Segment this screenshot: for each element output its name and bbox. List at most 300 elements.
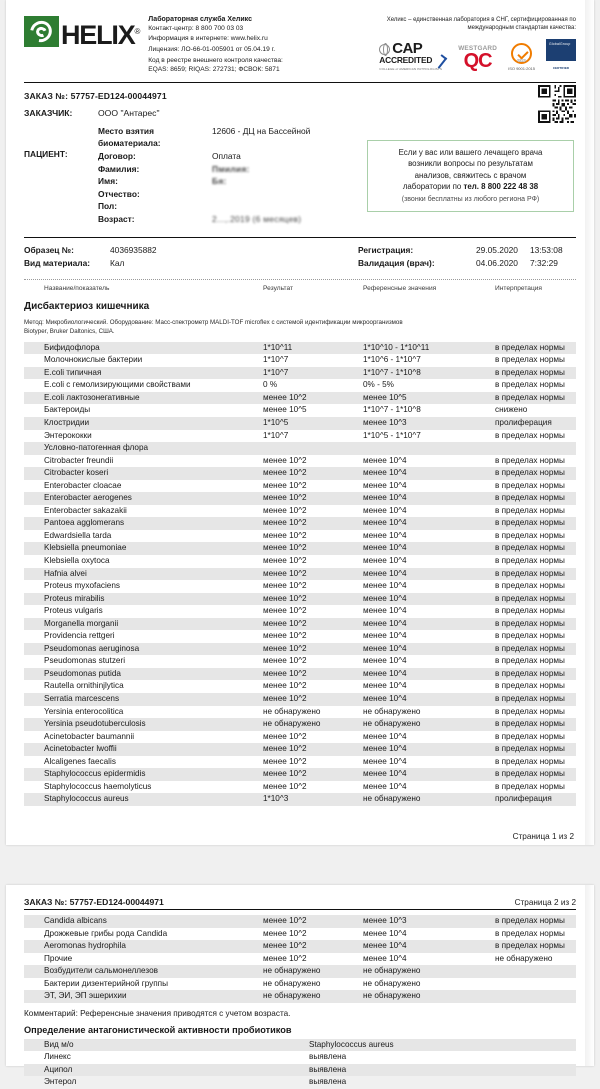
cell-result: менее 10^2 [263, 643, 307, 653]
validation-time: 7:32:29 [530, 257, 558, 268]
cell-reference: менее 10^4 [363, 556, 407, 566]
cell-interpretation: пролиферация [495, 794, 552, 804]
report-page-1 [6, 0, 594, 845]
cell-interpretation: в пределах нормы [495, 606, 565, 616]
cell-result: 0 % [263, 380, 278, 390]
page-2-header [18, 897, 582, 907]
lab-name: Лабораторная служба Хеликс [148, 16, 252, 23]
page-2-order-line [24, 897, 164, 907]
cell-reference: менее 10^4 [363, 493, 407, 503]
lab-website[interactable]: Информация в интернете: www.helix.ru [148, 34, 268, 42]
probiotic-name: Линекс [44, 1052, 71, 1062]
table-row [24, 580, 576, 593]
qc-label: QC [463, 49, 492, 72]
cell-name: Enterobacter cloacae [44, 480, 122, 490]
cell-reference: менее 10^5 [363, 392, 407, 402]
cell-interpretation: в пределах нормы [495, 744, 565, 754]
table-row [24, 367, 576, 380]
cell-reference: менее 10^4 [363, 781, 407, 791]
cell-result: 1*10^3 [263, 794, 289, 804]
cell-result: не обнаружено [263, 978, 321, 988]
helix-logo [24, 14, 139, 51]
report-page-2 [6, 885, 594, 1087]
cell-result: 1*10^11 [263, 342, 293, 352]
table-row [24, 978, 576, 991]
table-row [24, 455, 576, 468]
cell-name: Morganella morganii [44, 618, 119, 628]
cell-name: Дрожжевые грибы рода Candida [44, 928, 168, 938]
table-row [24, 718, 576, 731]
cell-reference: менее 10^4 [363, 928, 407, 938]
iso-caption: ISO 9001:2015 [508, 65, 535, 71]
sample-number-value: 4036935882 [110, 244, 157, 255]
field-age [98, 213, 576, 226]
certification-statement: Хеликс – единственная лаборатория в СНГ, сертифицированная по международным стандартам качества: [386, 17, 576, 32]
table-row [24, 404, 576, 417]
global-cert-mark-icon [546, 39, 576, 61]
lab-qc-registry-codes: EQAS: 8659; RIQAS: 272731; ФСВОК: 5871 [148, 66, 280, 74]
results-table-page-2 [18, 915, 582, 1003]
test-method [18, 312, 582, 337]
cell-result: 1*10^7 [263, 355, 289, 365]
cap-accredited-badge [379, 42, 447, 71]
cap-label: CAP [392, 40, 423, 58]
qr-code[interactable] [538, 85, 576, 123]
cell-result: менее 10^2 [263, 756, 307, 766]
cell-interpretation: в пределах нормы [495, 455, 565, 465]
sample-info [18, 238, 582, 270]
cell-result: не обнаружено [263, 991, 321, 1001]
field-surname [98, 163, 576, 176]
cell-interpretation: в пределах нормы [495, 568, 565, 578]
registration-date: 29.05.2020 [476, 244, 518, 255]
cell-reference: менее 10^4 [363, 681, 407, 691]
probiotic-name: Аципол [44, 1064, 73, 1074]
cell-name: Klebsiella pneumoniae [44, 543, 127, 553]
cap-globe-icon [379, 44, 390, 55]
cell-result: менее 10^2 [263, 781, 307, 791]
column-header-result: Результат [263, 284, 293, 292]
cell-reference: 1*10^5 - 1*10^7 [363, 430, 421, 440]
cell-reference: 1*10^10 - 1*10^11 [363, 342, 430, 352]
cell-name: Клостридии [44, 418, 90, 427]
cell-result: менее 10^2 [263, 568, 307, 578]
table-row [24, 517, 576, 530]
cell-result: менее 10^2 [263, 530, 307, 540]
table-row [24, 618, 576, 631]
cell-interpretation: в пределах нормы [495, 916, 565, 925]
cell-reference: менее 10^4 [363, 769, 407, 779]
cell-reference: менее 10^4 [363, 643, 407, 653]
cell-reference [363, 442, 495, 455]
table-row [24, 781, 576, 794]
cell-result: менее 10^2 [263, 618, 307, 628]
table-row [24, 593, 576, 606]
cap-sublabel: COLLEGE of AMERICAN PATHOLOGISTS [379, 66, 443, 71]
table-row [24, 756, 576, 769]
page-separator [0, 845, 600, 885]
table-row [24, 668, 576, 681]
cell-reference: менее 10^4 [363, 480, 407, 490]
customer-value: ООО "Антарес" [98, 107, 160, 118]
cell-result: менее 10^2 [263, 769, 307, 779]
cell-result: менее 10^2 [263, 941, 307, 951]
cell-reference: 1*10^7 - 1*10^8 [363, 405, 421, 415]
cell-reference: менее 10^4 [363, 731, 407, 741]
table-row [24, 505, 576, 518]
table-row [24, 731, 576, 744]
validation-date: 04.06.2020 [476, 257, 518, 268]
cell-reference: не обнаружено [363, 978, 421, 988]
cell-name: Edwardsiella tarda [44, 530, 112, 540]
cell-interpretation: в пределах нормы [495, 681, 565, 691]
table-row [24, 643, 576, 656]
certification-badges [354, 39, 576, 71]
validation-label: Валидация (врач): [358, 257, 435, 268]
cell-interpretation: в пределах нормы [495, 355, 565, 365]
cell-reference: не обнаружено [363, 706, 421, 716]
cell-interpretation: в пределах нормы [495, 618, 565, 628]
cell-reference: не обнаружено [363, 966, 421, 976]
cell-result: менее 10^2 [263, 392, 307, 402]
cell-name: Hafnia alvei [44, 568, 87, 578]
cell-result: менее 10^2 [263, 543, 307, 553]
cell-interpretation: в пределах нормы [495, 530, 565, 540]
cell-interpretation: в пределах нормы [495, 941, 565, 951]
cell-name: Proteus mirabilis [44, 593, 105, 603]
table-row [24, 655, 576, 668]
cell-interpretation: в пределах нормы [495, 518, 565, 528]
customer-label: ЗАКАЗЧИК: [24, 107, 73, 118]
cell-interpretation: в пределах нормы [495, 430, 565, 440]
cell-result: менее 10^2 [263, 916, 307, 925]
cell-name: Staphylococcus haemolyticus [44, 781, 152, 791]
table-row [24, 354, 576, 367]
cell-interpretation: в пределах нормы [495, 769, 565, 779]
cell-result: менее 10^2 [263, 493, 307, 503]
table-row [24, 680, 576, 693]
cell-interpretation: в пределах нормы [495, 342, 565, 352]
cell-interpretation: в пределах нормы [495, 581, 565, 591]
sample-info-left-labels [24, 244, 110, 270]
certifications [354, 14, 576, 71]
cell-interpretation [495, 990, 576, 1003]
cell-interpretation: в пределах нормы [495, 480, 565, 490]
probiotic-value: Staphylococcus aureus [309, 1039, 394, 1049]
cell-name: ЭТ, ЭИ, ЭП эшерихии [44, 991, 127, 1001]
table-row [24, 342, 576, 355]
cell-reference: 1*10^7 - 1*10^8 [363, 367, 421, 377]
probiotic-value: выявлена [309, 1052, 347, 1062]
cell-result: менее 10^2 [263, 468, 307, 478]
probiotic-name: Энтерол [44, 1077, 77, 1087]
cell-interpretation [495, 978, 576, 991]
cell-reference: менее 10^4 [363, 656, 407, 666]
surname-value: Пмилия: [212, 163, 250, 174]
cell-reference: менее 10^4 [363, 941, 407, 951]
collection-site-value: 12606 - ДЦ на Бассейной [212, 125, 311, 136]
cell-interpretation: в пределах нормы [495, 756, 565, 766]
cell-interpretation: в пределах нормы [495, 468, 565, 478]
cell-result: менее 10^2 [263, 928, 307, 938]
cell-name: Enterobacter sakazakii [44, 505, 127, 515]
cell-name: Бактерии дизентерийной группы [44, 978, 169, 988]
cell-reference: 0% - 5% [363, 380, 394, 390]
table-row [24, 379, 576, 392]
cell-reference: не обнаружено [363, 991, 421, 1001]
cell-reference: 1*10^6 - 1*10^7 [363, 355, 421, 365]
cell-interpretation: в пределах нормы [495, 593, 565, 603]
cell-interpretation: в пределах нормы [495, 656, 565, 666]
column-header-interpretation: Интерпретация [495, 284, 542, 292]
patient-label-column [24, 125, 98, 226]
cell-result: не обнаружено [263, 706, 321, 716]
cell-reference: менее 10^4 [363, 530, 407, 540]
probiotic-name: Вид м/о [44, 1039, 74, 1049]
column-header-reference: Референсные значения [363, 284, 437, 292]
sgs-check-icon [511, 43, 532, 64]
order-number-value: 57757-ED124-00044971 [70, 90, 167, 101]
cell-result: менее 10^2 [263, 731, 307, 741]
lab-license: Лицензия: ЛО-66-01-005901 от 05.04.19 г. [148, 45, 276, 53]
cell-interpretation: в пределах нормы [495, 731, 565, 741]
cell-result: менее 10^2 [263, 681, 307, 691]
cell-name: Yersinia pseudotuberculosis [44, 719, 146, 729]
table-row [24, 706, 576, 719]
page-2-order-label: ЗАКАЗ №: [24, 897, 68, 907]
cell-reference: менее 10^4 [363, 455, 407, 465]
table-row [24, 793, 576, 806]
cell-name: Прочие [44, 953, 73, 963]
helix-swirl-icon [24, 16, 59, 47]
cell-interpretation [495, 442, 576, 455]
material-label: Вид материала: [24, 257, 91, 268]
cell-interpretation: в пределах нормы [495, 781, 565, 791]
table-row [24, 605, 576, 618]
global-certification-badge [546, 39, 576, 71]
probiotic-row [24, 1039, 576, 1052]
cell-result: менее 10^2 [263, 581, 307, 591]
cell-result [263, 442, 363, 455]
page-2-divider [24, 909, 576, 910]
customer-row [24, 108, 576, 118]
westgard-label: WESTGARD [458, 44, 498, 52]
cell-interpretation: в пределах нормы [495, 367, 565, 377]
age-value: 2...,.2019 (6 месяцев) [212, 213, 302, 224]
lab-header [18, 14, 582, 75]
cell-result: менее 10^2 [263, 455, 307, 465]
table-group-row [24, 442, 576, 455]
lab-identity [24, 14, 283, 75]
cell-reference: менее 10^4 [363, 468, 407, 478]
westgard-qc-badge [458, 45, 497, 71]
sgs-label: SGS [517, 57, 526, 63]
table-row [24, 743, 576, 756]
cell-reference: менее 10^4 [363, 668, 407, 678]
cell-reference: не обнаружено [363, 719, 421, 729]
cell-name: Aeromonas hydrophila [44, 941, 126, 951]
column-header-name: Название/показатель [44, 284, 110, 292]
cell-reference: менее 10^4 [363, 694, 407, 704]
table-row [24, 953, 576, 966]
cell-interpretation: в пределах нормы [495, 380, 565, 390]
cell-name: E.coli типичная [44, 367, 102, 377]
probiotics-section-title: Определение антагонистической активности пробиотиков [24, 1024, 292, 1035]
global-cert-top: GlobalGroup [549, 41, 571, 46]
cell-reference: менее 10^3 [363, 418, 407, 427]
cell-reference: менее 10^4 [363, 581, 407, 591]
cell-name: Бактероиды [44, 405, 91, 415]
cell-name: Candida albicans [44, 916, 107, 925]
table-row [24, 555, 576, 568]
cell-name: Pseudomonas putida [44, 668, 121, 678]
firstname-value: Бя: [212, 176, 227, 187]
cell-reference: менее 10^4 [363, 505, 407, 515]
results-table-page-1 [18, 342, 582, 806]
cell-name: Yersinia enterocolitica [44, 706, 124, 716]
cell-result: менее 10^2 [263, 631, 307, 641]
cell-name: Proteus myxofaciens [44, 581, 120, 591]
cell-name: Citrobacter koseri [44, 468, 109, 478]
cell-result: не обнаружено [263, 719, 321, 729]
cell-name: Rautella ornithinjlytica [44, 681, 124, 691]
table-row [24, 480, 576, 493]
lab-qc-registry-label: Код в реестре внешнего контроля качества: [148, 57, 283, 65]
cell-result: менее 10^2 [263, 480, 307, 490]
cell-name: Staphylococcus epidermidis [44, 769, 146, 779]
cell-name: Условно-патогенная флора [44, 443, 149, 453]
cell-result: менее 10^2 [263, 668, 307, 678]
global-cert-bottom: CERTIFIED [546, 65, 576, 71]
cell-result: не обнаружено [263, 966, 321, 976]
table-row [24, 965, 576, 978]
cell-name: Acinetobacter lwoffii [44, 744, 117, 754]
table-row [24, 542, 576, 555]
probiotics-table [18, 1039, 582, 1089]
probiotic-row [24, 1051, 576, 1064]
collection-site-label: Место взятия биоматериала: [98, 125, 161, 149]
cell-reference: менее 10^4 [363, 593, 407, 603]
cell-name: Klebsiella oxytoca [44, 556, 110, 566]
cell-interpretation: не обнаружено [495, 953, 553, 963]
table-row [24, 630, 576, 643]
cell-reference: менее 10^4 [363, 518, 407, 528]
sample-info-right-values [476, 244, 563, 270]
cell-name: Молочнокислые бактерии [44, 355, 143, 365]
cell-interpretation: в пределах нормы [495, 668, 565, 678]
cell-result: менее 10^5 [263, 405, 307, 415]
page-1-footer: Страница 1 из 2 [512, 831, 574, 841]
cell-name: Pantoea agglomerans [44, 518, 125, 528]
cell-name: Enterobacter aerogenes [44, 493, 132, 503]
table-row [24, 990, 576, 1003]
callout-line-4-prefix: лаборатории по [402, 182, 464, 191]
cell-name: Энтерококки [44, 430, 92, 440]
callout-phone[interactable]: тел. 8 800 222 48 38 [463, 182, 539, 191]
cell-interpretation: снижено [495, 405, 528, 415]
material-value: Кал [110, 257, 125, 268]
sample-info-left [24, 244, 358, 270]
cell-name: E.coli лактозонегативные [44, 392, 140, 402]
callout-note: (звонки бесплатны из любого региона РФ) [401, 196, 540, 204]
contract-label: Договор: [98, 150, 136, 161]
table-row [24, 915, 576, 928]
table-row [24, 492, 576, 505]
patronymic-label: Отчество: [98, 188, 140, 199]
cell-interpretation [495, 965, 576, 978]
cell-interpretation: в пределах нормы [495, 928, 565, 938]
patient-label: ПАЦИЕНТ: [24, 148, 68, 159]
helix-wordmark [61, 16, 139, 51]
lab-contact-info [148, 14, 283, 75]
cell-interpretation: в пределах нормы [495, 505, 565, 515]
helix-wordmark-text: HELIX [61, 20, 135, 50]
field-firstname [98, 175, 576, 188]
callout-line-1: Если у вас или вашего лечащего врача [398, 147, 543, 157]
cell-result: менее 10^2 [263, 505, 307, 515]
page-edge-shadow [585, 0, 594, 845]
table-row [24, 530, 576, 543]
probiotic-row [24, 1076, 576, 1089]
sample-number-label: Образец №: [24, 244, 74, 255]
results-comment: Комментарий: Референсные значения приводятся с учетом возраста. [24, 1008, 291, 1018]
cell-result: менее 10^2 [263, 694, 307, 704]
cell-name: Pseudomonas stutzeri [44, 656, 126, 666]
cell-reference: не обнаружено [363, 794, 421, 804]
cell-reference: менее 10^4 [363, 744, 407, 754]
cell-interpretation: в пределах нормы [495, 556, 565, 566]
cell-reference: менее 10^4 [363, 631, 407, 641]
cell-interpretation: в пределах нормы [495, 694, 565, 704]
registration-time: 13:53:08 [530, 244, 563, 255]
cell-interpretation: в пределах нормы [495, 543, 565, 553]
age-label: Возраст: [98, 213, 135, 224]
cell-name: Pseudomonas aeruginosa [44, 643, 140, 653]
method-line-2: Biotyper, Bruker Daltonics, США. [24, 328, 115, 336]
cell-interpretation: в пределах нормы [495, 706, 565, 716]
cell-name: Staphylococcus aureus [44, 794, 129, 804]
probiotic-row [24, 1064, 576, 1077]
contract-value: Оплата [212, 150, 241, 161]
table-row [24, 568, 576, 581]
cell-name: E.coli с гемолизирующими свойствами [44, 380, 191, 390]
cell-name: Возбудители сальмонеллезов [44, 966, 158, 976]
cell-result: менее 10^2 [263, 953, 307, 963]
surname-label: Фамилия: [98, 163, 140, 174]
table-row [24, 417, 576, 430]
cell-result: 1*10^7 [263, 430, 289, 440]
order-label: ЗАКАЗ №: [24, 90, 69, 101]
cell-name: Citrobacter freundii [44, 455, 114, 465]
iso-sgs-badge [508, 43, 535, 71]
cell-interpretation: в пределах нормы [495, 643, 565, 653]
cell-result: менее 10^2 [263, 556, 307, 566]
cell-result: менее 10^2 [263, 518, 307, 528]
order-number-line [24, 91, 576, 101]
cell-name: Alcaligenes faecalis [44, 756, 116, 766]
cell-interpretation: в пределах нормы [495, 392, 565, 402]
cell-interpretation: в пределах нормы [495, 719, 565, 729]
cell-name: Бифидофлора [44, 342, 100, 352]
results-column-headers [18, 280, 582, 292]
table-row [24, 768, 576, 781]
cell-reference: менее 10^4 [363, 543, 407, 553]
lab-contact-center: Контакт-центр: 8 800 700 03 03 [148, 25, 244, 33]
cell-reference: менее 10^4 [363, 756, 407, 766]
page-edge-shadow-2 [585, 885, 594, 1066]
cell-result: 1*10^7 [263, 367, 289, 377]
probiotic-value: выявлена [309, 1077, 347, 1087]
